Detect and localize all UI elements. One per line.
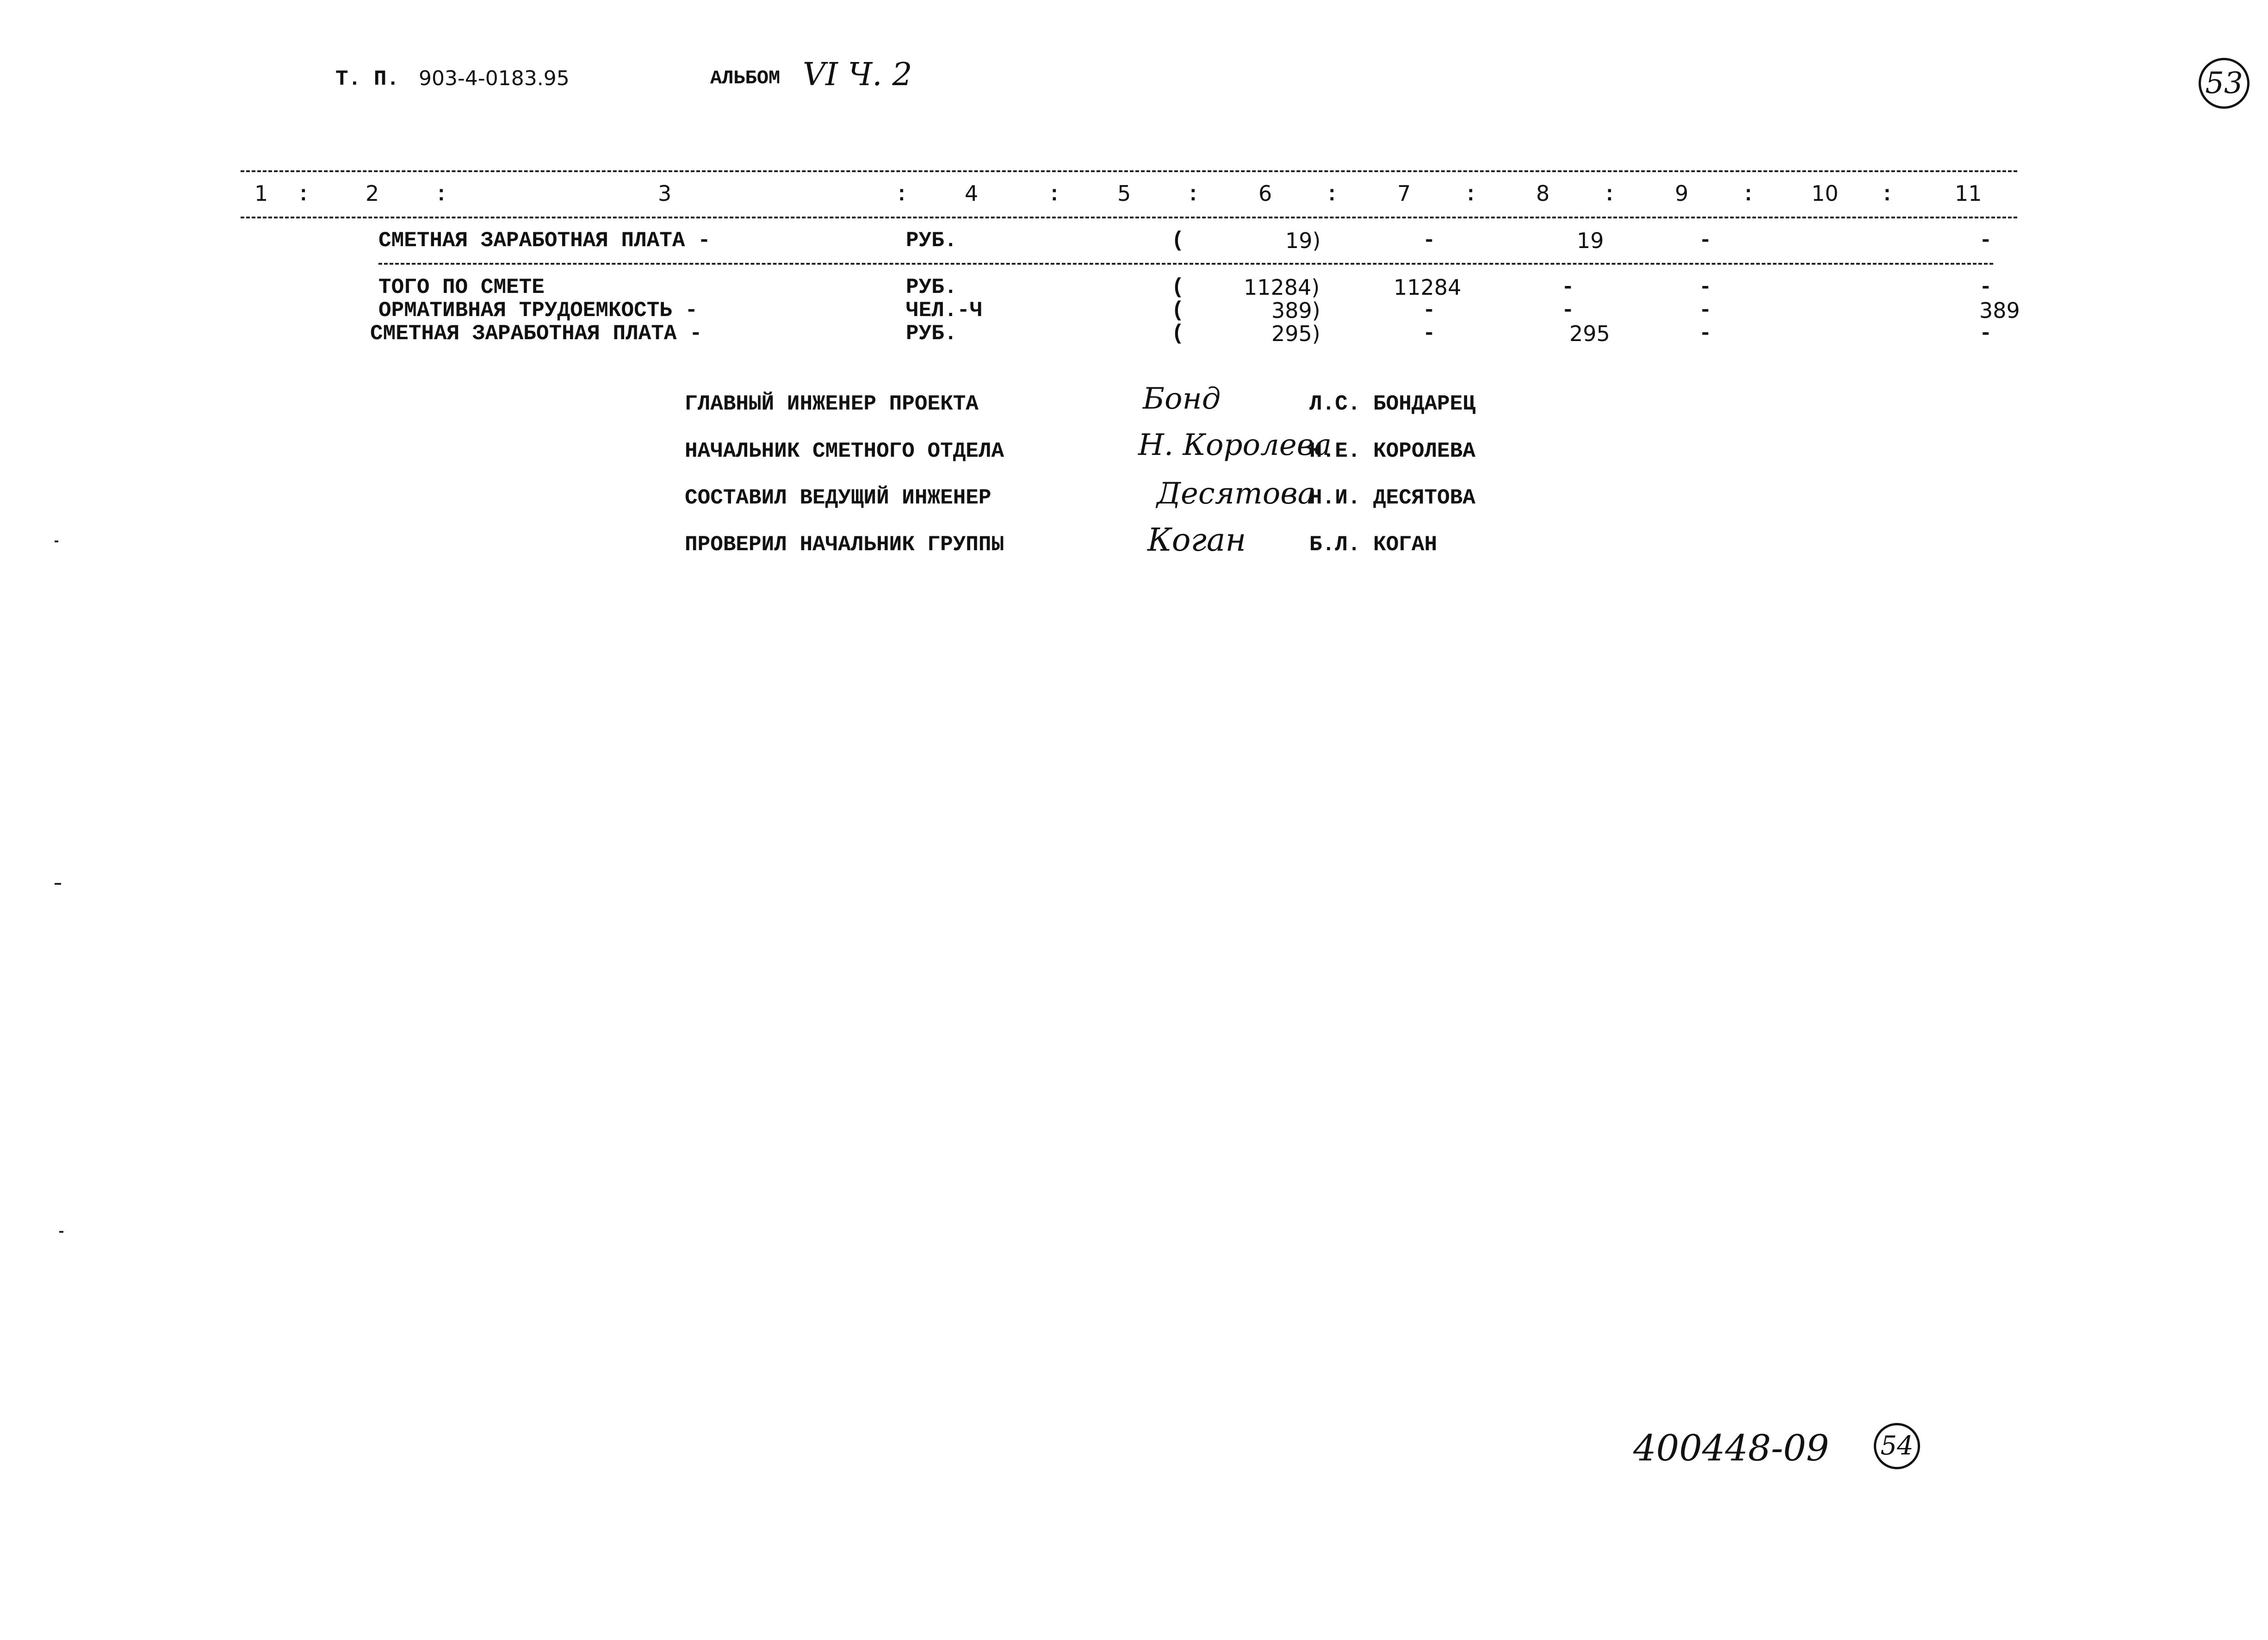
archive-number: 400448-09 bbox=[1633, 1428, 1829, 1469]
row-col-8: 295 bbox=[1569, 321, 1610, 346]
row-col-11: - bbox=[1979, 229, 1992, 253]
column-number: 9 bbox=[1675, 181, 1689, 206]
footer-page-stamp-text: 54 bbox=[1880, 1431, 1914, 1461]
column-number: 5 bbox=[1117, 181, 1131, 206]
column-number: 3 bbox=[658, 181, 672, 206]
column-number: 8 bbox=[1536, 181, 1550, 206]
row-name: СМЕТНАЯ ЗАРАБОТНАЯ ПЛАТА - bbox=[378, 229, 711, 253]
column-separator: : bbox=[1048, 183, 1061, 207]
signatory-name: Л.С. БОНДАРЕЦ bbox=[1309, 392, 1475, 416]
handwritten-signature: Десятова bbox=[1157, 477, 1315, 511]
row-col-11: - bbox=[1979, 275, 1992, 299]
column-separator: : bbox=[895, 183, 908, 207]
signatory-role: НАЧАЛЬНИК СМЕТНОГО ОТДЕЛА bbox=[685, 439, 1004, 463]
column-number: 11 bbox=[1955, 181, 1982, 206]
signatory-name: Н.Е. КОРОЛЕВА bbox=[1309, 439, 1475, 463]
row-col-6: 11284) bbox=[1244, 275, 1320, 300]
row-col-7: - bbox=[1423, 229, 1436, 253]
row-col-7: - bbox=[1423, 322, 1436, 346]
column-number: 7 bbox=[1397, 181, 1411, 206]
row-name: ОРМАТИВНАЯ ТРУДОЕМКОСТЬ - bbox=[378, 298, 698, 323]
row-col-9: - bbox=[1699, 298, 1712, 323]
row-col-8: 19 bbox=[1577, 228, 1604, 253]
column-separator: : bbox=[1187, 183, 1200, 207]
column-separator: : bbox=[1464, 183, 1477, 207]
column-separator: : bbox=[435, 183, 448, 207]
row-col-5: ( bbox=[1171, 322, 1184, 346]
subtotal-rule bbox=[378, 263, 1993, 265]
row-unit: РУБ. bbox=[906, 229, 957, 253]
signatory-name: Б.Л. КОГАН bbox=[1309, 533, 1438, 557]
signatory-role: СОСТАВИЛ ВЕДУЩИЙ ИНЖЕНЕР bbox=[685, 486, 991, 510]
row-col-5: ( bbox=[1171, 275, 1184, 299]
scan-speck bbox=[55, 883, 61, 885]
row-col-11: 389 bbox=[1979, 298, 2020, 323]
row-col-9: - bbox=[1699, 229, 1712, 253]
row-col-7: 11284 bbox=[1394, 275, 1462, 300]
column-separator: : bbox=[1603, 183, 1616, 207]
handwritten-signature: Бонд bbox=[1143, 382, 1221, 416]
column-separator: : bbox=[1326, 183, 1338, 207]
page-number-stamp-text: 53 bbox=[2205, 66, 2243, 100]
column-separator: : bbox=[1742, 183, 1755, 207]
row-unit: РУБ. bbox=[906, 322, 957, 346]
scan-speck bbox=[55, 540, 58, 542]
row-col-9: - bbox=[1699, 322, 1712, 346]
column-number: 1 bbox=[254, 181, 268, 206]
row-col-5: ( bbox=[1171, 298, 1184, 323]
album-label: АЛЬБОМ bbox=[710, 67, 781, 89]
row-col-8: - bbox=[1562, 275, 1574, 299]
row-name: СМЕТНАЯ ЗАРАБОТНАЯ ПЛАТА - bbox=[370, 322, 702, 346]
row-unit: ЧЕЛ.-Ч bbox=[906, 298, 983, 323]
row-col-6: 19) bbox=[1285, 228, 1321, 253]
row-col-7: - bbox=[1423, 298, 1436, 323]
row-col-6: 389) bbox=[1271, 298, 1320, 323]
row-col-11: - bbox=[1979, 322, 1992, 346]
project-code: 903-4-0183.95 bbox=[419, 67, 570, 90]
column-separator: : bbox=[1881, 183, 1894, 207]
project-code-prefix: Т. П. bbox=[335, 67, 400, 91]
row-col-8: - bbox=[1562, 298, 1574, 323]
handwritten-signature: Коган bbox=[1147, 522, 1246, 559]
row-col-6: 295) bbox=[1271, 321, 1320, 346]
scan-speck bbox=[59, 1231, 63, 1233]
column-separator: : bbox=[297, 183, 310, 207]
column-number: 6 bbox=[1258, 181, 1272, 206]
album-handwritten: VI Ч. 2 bbox=[803, 56, 912, 93]
row-col-5: ( bbox=[1171, 229, 1184, 253]
footer-page-stamp bbox=[1874, 1423, 1920, 1469]
signatory-role: ГЛАВНЫЙ ИНЖЕНЕР ПРОЕКТА bbox=[685, 392, 979, 416]
handwritten-signature: Н. Королева bbox=[1138, 428, 1332, 462]
table-top-rule bbox=[241, 170, 2017, 172]
column-number: 4 bbox=[965, 181, 979, 206]
column-number: 10 bbox=[1811, 181, 1839, 206]
signatory-role: ПРОВЕРИЛ НАЧАЛЬНИК ГРУППЫ bbox=[685, 533, 1004, 557]
header-bottom-rule bbox=[241, 217, 2017, 218]
row-name: ТОГО ПО СМЕТЕ bbox=[378, 275, 545, 299]
column-number: 2 bbox=[366, 181, 379, 206]
page-number-stamp bbox=[2199, 58, 2249, 109]
row-unit: РУБ. bbox=[906, 275, 957, 299]
row-col-9: - bbox=[1699, 275, 1712, 299]
signatory-name: Н.И. ДЕСЯТОВА bbox=[1309, 486, 1475, 510]
